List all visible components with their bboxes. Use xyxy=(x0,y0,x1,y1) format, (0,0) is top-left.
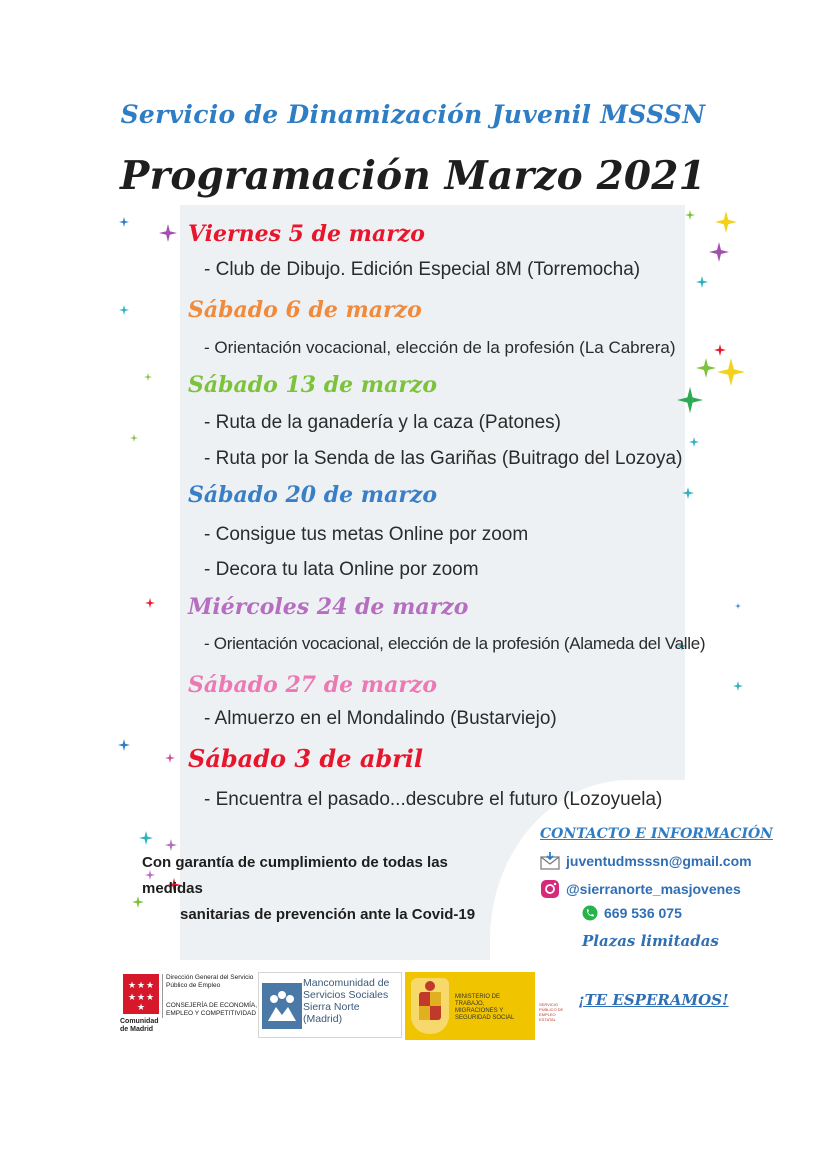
comunidad-madrid-logo xyxy=(120,972,258,1044)
madrid-flag: ★ ★ ★ ★ ★ ★ ★ xyxy=(123,974,159,1014)
activity-item: - Orientación vocacional, elección de la profesión (Alameda del Valle) xyxy=(204,634,706,653)
cm-name: Comunidad de Madrid xyxy=(120,1018,159,1033)
mancomunidad-logo xyxy=(258,972,402,1038)
day-heading: Sábado 27 de marzo xyxy=(188,672,438,698)
email-text: juventudmsssn@gmail.com xyxy=(566,853,752,869)
email-contact[interactable] xyxy=(540,852,752,870)
sepe-name: SERVICIO PÚBLICO DE EMPLEO ESTATAL xyxy=(539,1002,564,1022)
day-heading: Sábado 3 de abril xyxy=(188,744,424,773)
mancomunidad-name: Mancomunidad de Servicios Sociales Sierra Norte (Madrid) xyxy=(303,977,390,1025)
day-heading: Sábado 6 de marzo xyxy=(188,297,422,323)
day-heading: Sábado 13 de marzo xyxy=(188,372,438,398)
ministerio-name: MINISTERIO DE TRABAJO, MIGRACIONES Y SEGURIDAD SOCIAL xyxy=(455,994,515,1021)
cm-consejeria: CONSEJERÍA DE ECONOMÍA, EMPLEO Y COMPETITIVIDAD xyxy=(166,1002,258,1017)
gobierno-logo xyxy=(405,972,573,1040)
covid-notice-line1: Con garantía de cumplimiento de todas las medidas xyxy=(142,854,448,897)
whatsapp-icon xyxy=(582,905,598,921)
activity-item: - Encuentra el pasado...descubre el futuro (Lozoyuela) xyxy=(204,789,663,810)
day-heading: Viernes 5 de marzo xyxy=(188,221,425,247)
covid-notice xyxy=(142,850,512,928)
sepe-logo xyxy=(535,972,573,1040)
activity-item: - Decora tu lata Online por zoom xyxy=(204,559,479,580)
activity-item: - Consigue tus metas Online por zoom xyxy=(204,524,529,545)
coat-of-arms xyxy=(411,978,449,1034)
activity-item: - Ruta de la ganadería y la caza (Patones) xyxy=(204,412,561,433)
cm-dg: Dirección General del Servicio Público de Empleo xyxy=(166,974,254,989)
day-heading: Sábado 20 de marzo xyxy=(188,482,438,508)
service-title: Servicio de Dinamización Juvenil MSSSN xyxy=(120,100,706,129)
activity-item: - Orientación vocacional, elección de la profesión (La Cabrera) xyxy=(204,338,676,357)
day-heading: Miércoles 24 de marzo xyxy=(188,594,469,620)
phone-contact[interactable] xyxy=(582,905,682,921)
contact-title: CONTACTO E INFORMACIÓN xyxy=(540,826,773,842)
instagram-text: @sierranorte_masjovenes xyxy=(566,881,741,897)
mancomunidad-emblem xyxy=(262,983,302,1029)
limited-places: Plazas limitadas xyxy=(582,932,719,950)
activity-item: - Club de Dibujo. Edición Especial 8M (Torremocha) xyxy=(204,259,641,280)
closing-message: ¡TE ESPERAMOS! xyxy=(578,991,729,1009)
instagram-icon xyxy=(540,879,560,899)
email-icon xyxy=(540,852,560,870)
covid-notice-line2: sanitarias de prevención ante la Covid-19 xyxy=(180,906,476,923)
activity-item: - Almuerzo en el Mondalindo (Bustarviejo) xyxy=(204,708,557,729)
page-title: Programación Marzo 2021 xyxy=(120,153,706,199)
cm-department xyxy=(162,974,261,1018)
instagram-contact[interactable] xyxy=(540,879,741,899)
phone-text: 669 536 075 xyxy=(604,905,682,921)
activity-item: - Ruta por la Senda de las Gariñas (Buitrago del Lozoya) xyxy=(204,448,683,469)
